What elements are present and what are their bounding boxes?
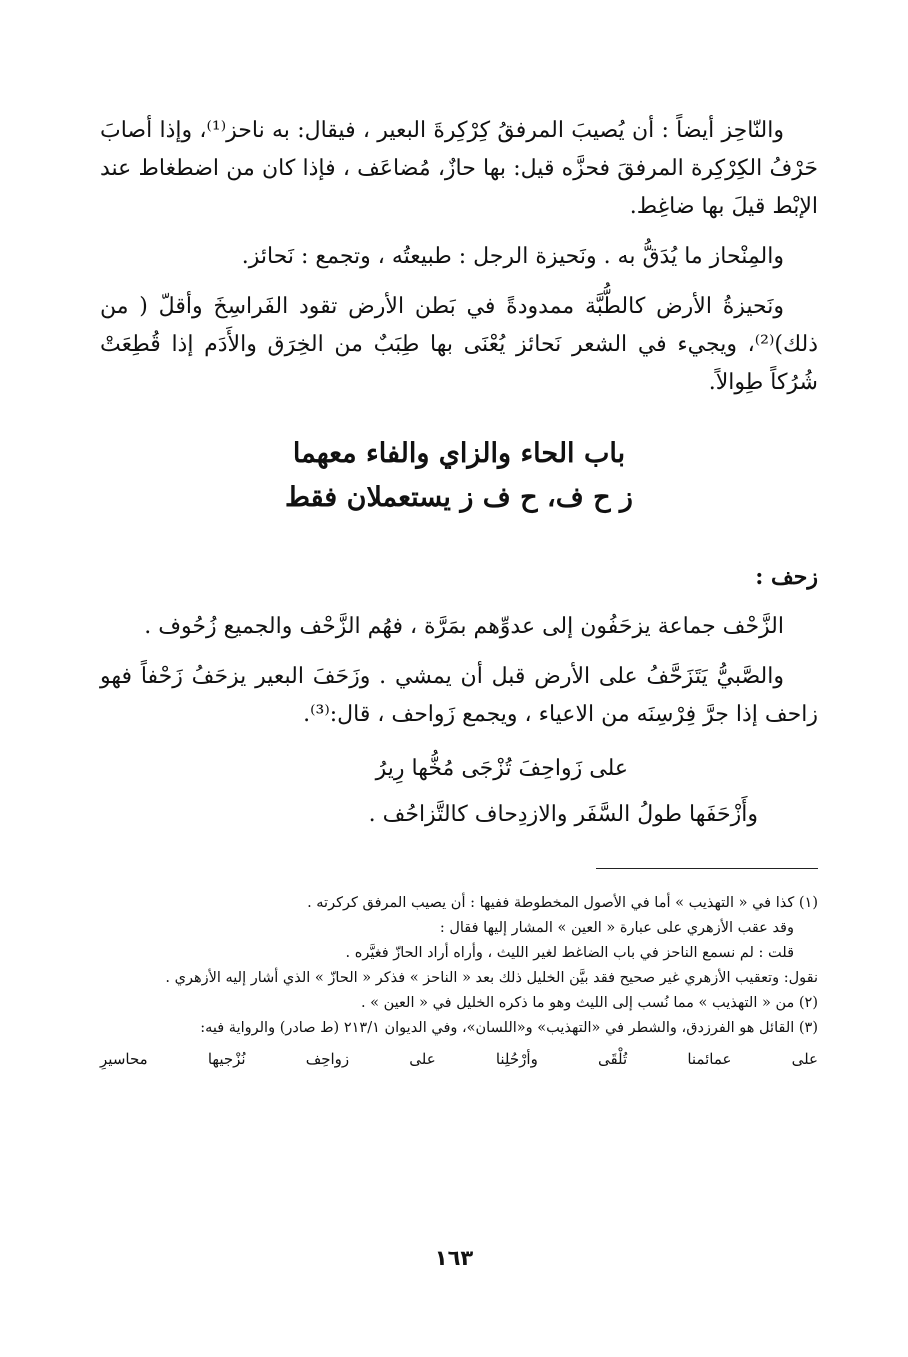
- footnote-2: (٢) من « التهذيب » مما نُسب إلى الليث وهو ما ذكره الخليل في « العين » .: [360, 995, 818, 1011]
- paragraph-3: ونَحيزةُ الأرض كالطُّبَّة ممدودةً في بَطن الأرض تقود الفَراسِخَ وأقلّ ( من ذلك)⁽²⁾، ويجيء في الشعر نَحائز يُعْنَى بها طِبَبٌ من الخِرَق والأَدَم إذا قُطِعَتْ شُرُكاً طِوالاً.: [100, 294, 818, 395]
- footnote-verse-word: محاسيرِ: [100, 1050, 148, 1068]
- footnote-verse: [100, 1045, 818, 1073]
- footnote-1: (١) كذا في « التهذيب » أما في الأصول المخطوطة ففيها : أن يصيب المرفق كركرته .: [307, 895, 818, 911]
- verse-line-2: وأَزْحَفَها طولُ السَّفَر والازدِحاف كالتَّزاحُف .: [368, 802, 758, 827]
- footnote-verse-word: على: [409, 1050, 436, 1068]
- paragraph-1: والنّاحِز أيضاً : أن يُصيبَ المرفقُ كِرْكِرةَ البعير ، فيقال: به ناحز⁽¹⁾، وإذا أصابَ حَرْفُ الكِرْكِرة المرفقَ فحزَّه قيل: بها حازٌ، مُضاعَف ، فإذا كان من اضطغاط عند الإبْط قيلَ بها ضاغِط.: [100, 118, 818, 219]
- footnote-divider: [596, 868, 818, 869]
- chapter-headings: [100, 432, 818, 520]
- chapter-title: باب الحاء والزاي والفاء معهما: [292, 438, 626, 469]
- verse-line-1: على زَواحِفَ تُزْجَى مُخُّها رِيرُ: [375, 756, 628, 781]
- footnote-1-continuation-b: قلت : لم نسمع الناحز في باب الضاغط لغير الليث ، وأراه أراد الحازّ فغيَّره .: [345, 945, 794, 961]
- footnote-verse-word: تُلْقَى: [597, 1050, 628, 1068]
- footnote-verse-word: نُزْجيها: [207, 1050, 246, 1068]
- entry-paragraph-1: الزَّحْف جماعة يزحَفُون إلى عدوِّهم بمَرَّة ، فهُم الزَّحْف والجميع زُحُوف .: [144, 614, 784, 639]
- entry-paragraph-2: والصَّبيُّ يَتَزَحَّفُ على الأرض قبل أن يمشي . وزَحَفَ البعير يزحَفُ زَحْفاً فهو زاحف إذا جرَّ فِرْسِنَه من الاعياء ، ويجمع زَواحف ، قال:⁽³⁾.: [100, 664, 818, 727]
- footnote-3: (٣) القائل هو الفرزدق، والشطر في «التهذيب» و«اللسان»، وفي الديوان ٢١٣/١ (ط صادر) والرواية فيه:: [200, 1020, 818, 1036]
- footnote-verse-word: زواحِف: [305, 1050, 350, 1068]
- page-content: [100, 112, 818, 1073]
- footnotes: [100, 891, 818, 1073]
- page-number: ١٦٣: [434, 1246, 474, 1270]
- footnote-1-continuation-c: نقول: وتعقيب الأزهري غير صحيح فقد بيَّن الخليل ذلك بعد « الناحز » فذكر « الحازّ » الذي أشار إليه الأزهري .: [165, 970, 818, 986]
- footnote-verse-word: وأرْحُلِنا: [495, 1050, 538, 1068]
- chapter-subtitle: ز ح ف، ح ف ز يستعملان فقط: [285, 482, 633, 513]
- paragraph-2: والمِنْحاز ما يُدَقُّ به . ونَحيزة الرجل : طبيعتُه ، وتجمع : نَحائز.: [241, 244, 784, 269]
- footnote-verse-word: على: [791, 1050, 818, 1068]
- entry-label: زحف :: [755, 564, 818, 590]
- footnote-1-continuation-a: وقد عقب الأزهري على عبارة « العين » المشار إليها فقال :: [439, 920, 794, 936]
- footnote-verse-word: عمائمنا: [687, 1050, 732, 1068]
